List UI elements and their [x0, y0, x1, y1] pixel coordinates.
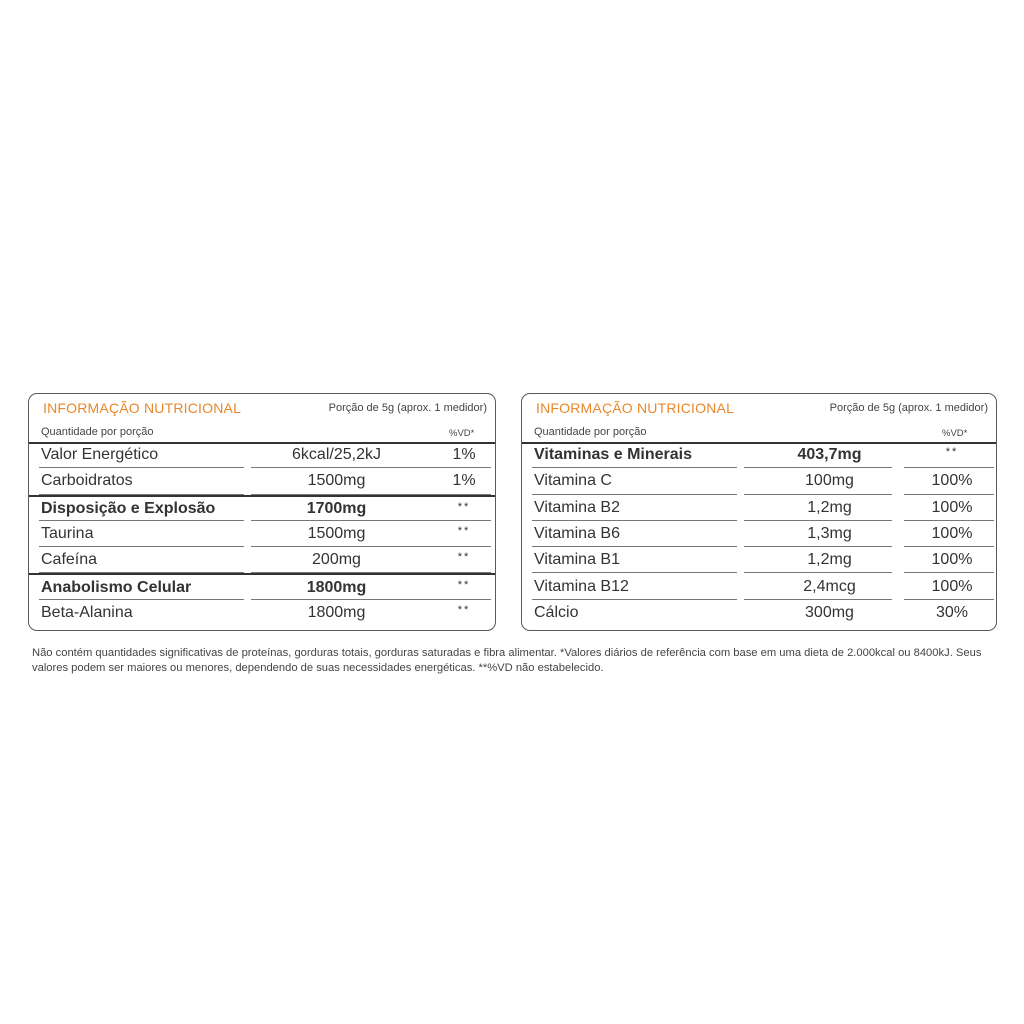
- nutrient-amount: 2,4mcg: [803, 577, 856, 595]
- vd-label: %VD*: [942, 428, 968, 439]
- table-header: [29, 394, 495, 420]
- nutrient-name: Cafeína: [41, 551, 98, 569]
- nutrient-name: Valor Energético: [41, 446, 159, 464]
- nutrient-amount: 403,7mg: [797, 446, 862, 464]
- quantity-label: Quantidade por porção: [41, 426, 154, 438]
- table-row: [522, 547, 996, 573]
- table-rows: [522, 442, 996, 626]
- table-title: INFORMAÇÃO NUTRICIONAL: [536, 400, 735, 416]
- nutrient-name: Vitamina B1: [534, 551, 620, 569]
- nutrient-name: Vitamina B2: [534, 498, 620, 516]
- portion-label: Porção de 5g (aprox. 1 medidor): [328, 402, 487, 414]
- nutrient-name: Vitamina B12: [534, 577, 629, 595]
- nutrient-amount: 1800mg: [307, 603, 366, 621]
- nutrient-name: Vitamina B6: [534, 525, 620, 543]
- nutrient-name: Vitamina C: [534, 472, 612, 490]
- nutrient-amount: 1500mg: [307, 472, 366, 490]
- vd-label: %VD*: [449, 428, 475, 439]
- nutrient-vd: **: [457, 579, 471, 592]
- table-title: INFORMAÇÃO NUTRICIONAL: [43, 400, 242, 416]
- nutrient-name: Disposição e Explosão: [41, 499, 216, 517]
- nutrient-vd: **: [457, 524, 471, 537]
- nutrient-amount: 200mg: [312, 551, 361, 569]
- nutrient-vd: 100%: [931, 472, 973, 490]
- nutrient-vd: **: [457, 551, 471, 564]
- nutrient-vd: 100%: [931, 551, 973, 569]
- footnote: Não contém quantidades significativas de proteínas, gorduras totais, gorduras saturadas e fibra alimentar. *Valores diários de referência com base em uma dieta de 2.000kcal ou 8400kJ. Seus valores podem ser maiores ou menores, dependendo de suas necessidades energéticas. **%VD não estabelecido.: [32, 647, 982, 674]
- nutrient-vd: 100%: [931, 525, 973, 543]
- nutrient-amount: 1,3mg: [807, 525, 852, 543]
- table-row: [522, 573, 996, 599]
- nutrient-name: Vitaminas e Minerais: [534, 446, 692, 464]
- nutrient-amount: 1500mg: [307, 525, 366, 543]
- nutrition-table-right: [521, 393, 997, 631]
- table-row: [29, 547, 495, 573]
- portion-label: Porção de 5g (aprox. 1 medidor): [829, 402, 988, 414]
- table-row: [522, 468, 996, 494]
- nutrient-amount: 300mg: [805, 603, 854, 621]
- table-row: [29, 442, 495, 468]
- table-row: [29, 521, 495, 547]
- nutrient-name: Cálcio: [534, 603, 579, 621]
- nutrient-amount: 1800mg: [306, 578, 367, 596]
- nutrient-vd: **: [457, 500, 471, 513]
- table-row: [522, 442, 996, 468]
- nutrient-name: Carboidratos: [41, 472, 133, 490]
- nutrient-vd: **: [945, 446, 959, 458]
- nutrient-vd: 1%: [452, 472, 476, 490]
- nutrient-vd: 1%: [452, 446, 476, 464]
- nutrient-vd: 100%: [931, 498, 973, 516]
- column-header: [522, 420, 996, 444]
- nutrient-vd: **: [457, 603, 471, 616]
- nutrient-name: Taurina: [41, 525, 94, 543]
- nutrient-amount: 6kcal/25,2kJ: [292, 446, 381, 464]
- table-rows: [29, 442, 495, 626]
- nutrient-vd: 100%: [931, 577, 973, 595]
- nutrient-amount: 1,2mg: [807, 551, 852, 569]
- table-row: [522, 600, 996, 626]
- table-row: [29, 468, 495, 494]
- nutrient-amount: 100mg: [805, 472, 854, 490]
- table-header: [522, 394, 996, 420]
- quantity-label: Quantidade por porção: [534, 426, 647, 438]
- table-row: [29, 495, 495, 521]
- nutrient-amount: 1700mg: [306, 499, 367, 517]
- table-row: [29, 600, 495, 626]
- nutrient-amount: 1,2mg: [807, 498, 852, 516]
- nutrition-table-left: [28, 393, 496, 631]
- nutrient-name: Anabolismo Celular: [41, 578, 192, 596]
- column-header: [29, 420, 495, 444]
- table-row: [29, 573, 495, 599]
- nutrient-vd: 30%: [935, 603, 969, 621]
- table-row: [522, 495, 996, 521]
- nutrient-name: Beta-Alanina: [41, 603, 133, 621]
- table-row: [522, 521, 996, 547]
